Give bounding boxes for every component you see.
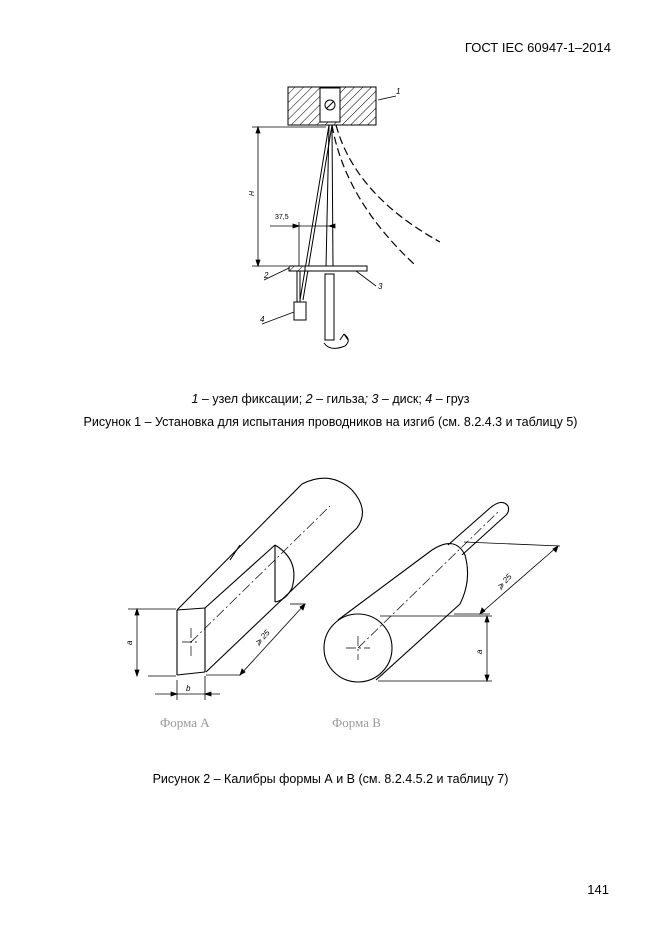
callout-2: 2 [264, 271, 269, 280]
gauge-form-a-dimensions [128, 604, 305, 700]
callout-3: 3 [378, 282, 383, 291]
dimension-37-5 [270, 222, 335, 266]
leader-1 [378, 96, 396, 100]
dim-a-right-label: a [475, 649, 484, 654]
figure-1-legend [0, 392, 661, 406]
disc [289, 266, 367, 271]
dimension-37-5-label: 37,5 [275, 214, 289, 221]
dimension-h-label: H [249, 190, 256, 196]
label-form-b: Форма В [332, 715, 381, 730]
legend-text-3: – диск; [378, 392, 426, 406]
clamp-block [288, 87, 376, 125]
leader-3 [356, 271, 376, 286]
legend-num-4: 4 [425, 392, 433, 406]
document-header: ГОСТ IEC 60947-1–2014 [464, 40, 611, 55]
gauge-form-b [324, 502, 509, 682]
dim-len-left-label: ⩾ 25 [252, 628, 272, 648]
callout-4: 4 [260, 315, 265, 324]
legend-num-2: 2 [305, 392, 313, 406]
dim-a-left-label: a [125, 640, 134, 645]
dim-b-label: b [186, 684, 191, 693]
page-number: 141 [587, 882, 609, 897]
label-form-a: Форма А [160, 715, 210, 730]
legend-text-2: – гильза [312, 392, 365, 406]
gauge-form-a-axis [182, 506, 330, 656]
figure-2-gauges-drawing [110, 455, 580, 740]
legend-num-3: ; 3 [364, 392, 379, 406]
leader-4 [262, 312, 294, 324]
legend-text-4: – груз [432, 392, 470, 406]
callout-1: 1 [396, 87, 401, 96]
dim-len-right-label: ⩾ 25 [494, 572, 514, 592]
bent-conductors [332, 125, 440, 265]
gauge-form-b-dimensions [378, 542, 560, 681]
figure-1-bend-test-drawing [240, 80, 440, 360]
dimension-h [252, 127, 326, 266]
figure-2-caption: Рисунок 2 – Калибры формы А и В (см. 8.2.4.5.2 и таблицу 7) [152, 772, 509, 786]
figure-1-caption: Рисунок 1 – Установка для испытания проводников на изгиб (см. 8.2.4.3 и таблицу 5) [83, 415, 578, 429]
legend-text-1: – узел фиксации; [198, 392, 306, 406]
gauge-form-a [177, 478, 362, 675]
legend-num-1: 1 [191, 392, 199, 406]
